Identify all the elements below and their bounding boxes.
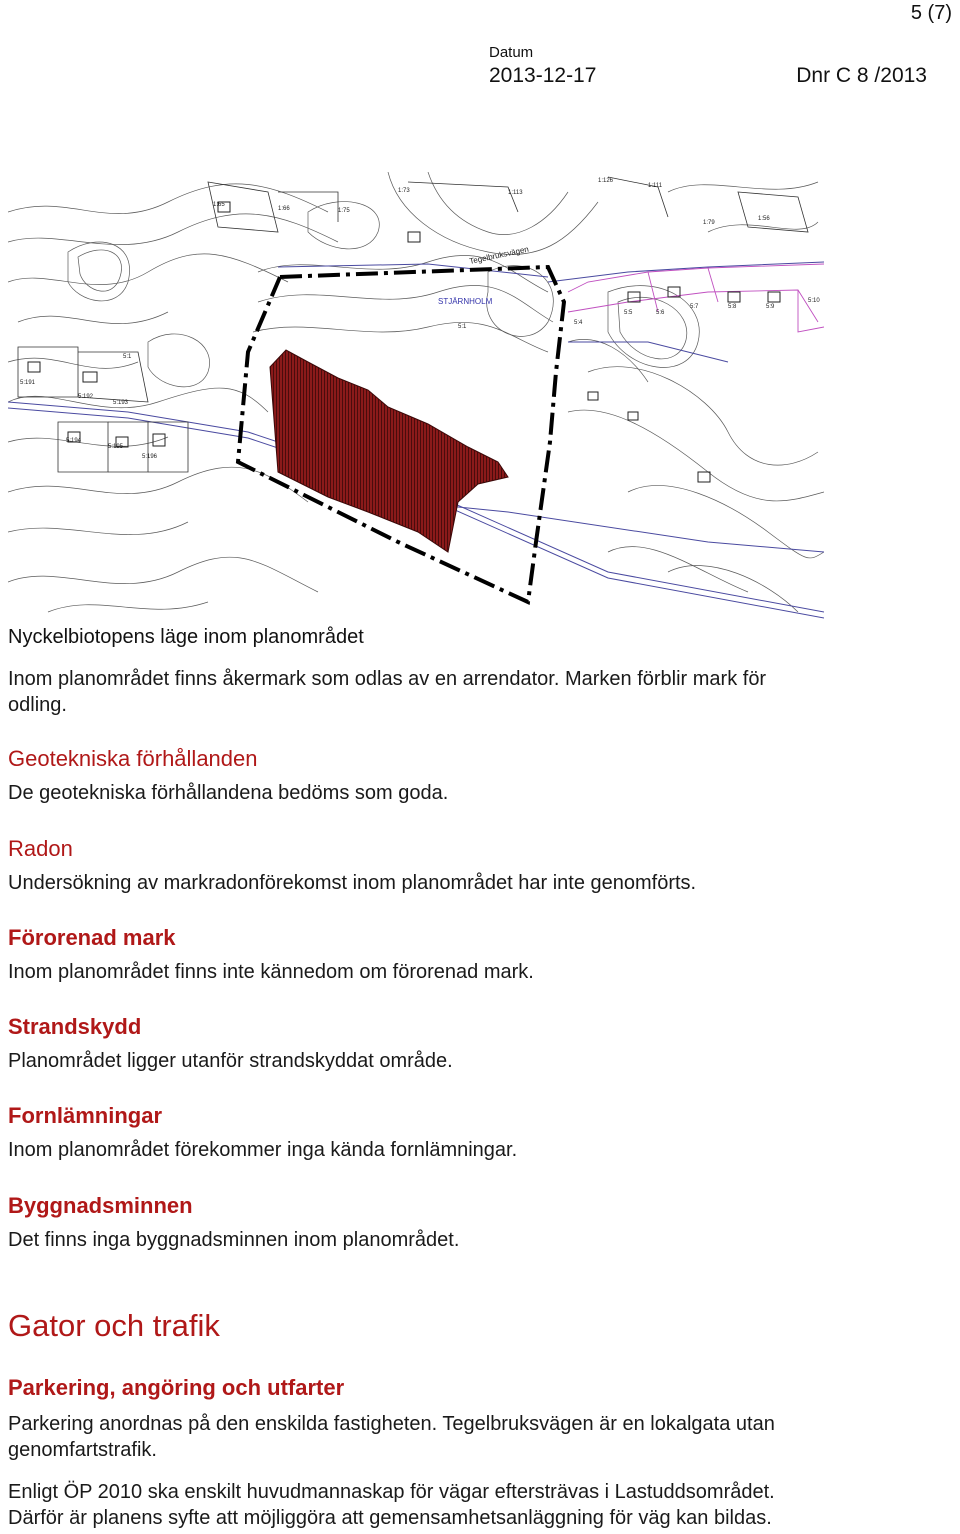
parcel-label: 5:192 — [78, 394, 94, 400]
subsection-heading: Parkering, angöring och utfarter — [8, 1375, 345, 1400]
subsection-parkering — [8, 1375, 928, 1531]
parcel-label: 1:111 — [648, 183, 663, 189]
parcel-label: 5:10 — [808, 298, 820, 304]
section-text: Det finns inga byggnadsminnen inom planområdet. — [8, 1229, 460, 1251]
parcel-label: 5:1 — [123, 354, 132, 360]
parcel-label: 5:195 — [108, 444, 124, 450]
section-heading: Strandskydd — [8, 1014, 142, 1039]
road-label: Tegelbruksvägen — [468, 244, 530, 266]
datum-label: Datum — [489, 44, 534, 61]
map-caption: Nyckelbiotopens läge inom planområdet — [8, 626, 364, 648]
parcel-label: 5:191 — [20, 380, 36, 386]
section-heading: Radon — [8, 836, 73, 861]
parcel-label: 5:1 — [458, 324, 467, 330]
document-date: 2013-12-17 — [489, 64, 597, 87]
parcel-label: 5:193 — [113, 400, 129, 406]
parcel-label: 5:7 — [690, 304, 699, 310]
contour-lines — [8, 172, 824, 612]
section-strandskydd — [8, 1014, 928, 1074]
parcel-label: 1:56 — [758, 216, 770, 222]
intro-line-2: odling. — [8, 694, 67, 716]
parcel-label: 1:113 — [508, 190, 523, 196]
section-byggnadsminnen — [8, 1193, 928, 1253]
paragraph-line: genomfartstrafik. — [8, 1439, 157, 1461]
section-fororenad — [8, 925, 928, 985]
paragraph-line: Parkering anordnas på den enskilda fastigheten. Tegelbruksvägen är en lokalgata utan — [8, 1413, 775, 1435]
plan-area-map — [8, 172, 824, 628]
section-heading: Geotekniska förhållanden — [8, 746, 258, 771]
parcel-label: 5:4 — [574, 320, 583, 326]
intro-line-1: Inom planområdet finns åkermark som odlas av en arrendator. Marken förblir mark för — [8, 668, 767, 690]
section-text: Inom planområdet förekommer inga kända fornlämningar. — [8, 1139, 518, 1161]
parcel-label: 1:66 — [278, 206, 290, 212]
parcel-label: 5:9 — [766, 304, 775, 310]
diary-number: Dnr C 8 /2013 — [796, 64, 927, 87]
section-text: De geotekniska förhållandena bedöms som goda. — [8, 782, 449, 804]
parcel-label: 1:79 — [703, 220, 715, 226]
paragraph-line: Därför är planens syfte att möjliggöra att gemensamhetsanläggning för väg kan bildas. — [8, 1507, 772, 1529]
section-gator-och-trafik — [8, 1308, 928, 1344]
parcel-label: 5:194 — [66, 438, 82, 444]
section-geo — [8, 746, 928, 806]
parcel-label: 1:126 — [598, 178, 614, 184]
section-heading: Fornlämningar — [8, 1103, 163, 1128]
area-label: STJÄRNHOLM — [438, 297, 493, 306]
page-number: 5 (7) — [910, 2, 952, 24]
parcel-label: 5:8 — [728, 304, 737, 310]
section-fornlamningar — [8, 1103, 928, 1163]
section-text: Undersökning av markradonförekomst inom planområdet har inte genomförts. — [8, 872, 697, 894]
parcel-label: 1:75 — [338, 208, 350, 214]
paragraph-line: Enligt ÖP 2010 ska enskilt huvudmannaskap för vägar eftersträvas i Lastuddsområdet. — [8, 1481, 775, 1503]
parcel-label: 1:73 — [398, 188, 410, 194]
parcel-label: 5:5 — [624, 310, 633, 316]
parcel-label: 5:196 — [142, 454, 158, 460]
map-labels — [20, 178, 820, 460]
intro-paragraph — [8, 666, 928, 718]
section-text: Planområdet ligger utanför strandskyddat område. — [8, 1050, 453, 1072]
section-radon — [8, 836, 928, 896]
section-text: Inom planområdet finns inte kännedom om förorenad mark. — [8, 961, 534, 983]
parcel-label: 5:6 — [656, 310, 665, 316]
section-heading: Förorenad mark — [8, 925, 176, 950]
section-heading: Byggnadsminnen — [8, 1193, 193, 1218]
nyckelbiotop-area — [270, 350, 508, 552]
section-title: Gator och trafik — [8, 1308, 220, 1343]
parcel-label: 1:65 — [213, 202, 225, 208]
